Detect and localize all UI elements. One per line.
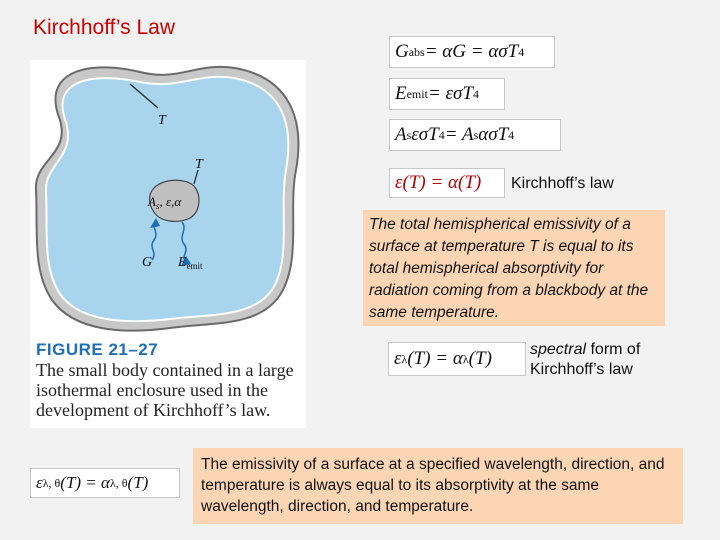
kirchhoff-law-label: Kirchhoff’s law [511, 175, 614, 192]
equation-kirchhoff: ε(T) = α(T) [389, 168, 505, 198]
equation-energy-balance: A s εσT 4 = A s ασT 4 [389, 119, 561, 151]
emitted-label: $E_{emit}$ [178, 255, 203, 271]
body-properties-label: $A_s$, ε,α [148, 194, 182, 211]
note-directional: The emissivity of a surface at a specified wavelength, direction, and temperature is always equal to its absorptivity at the same wavelength, direction, and temperature. [193, 448, 683, 524]
enclosure-diagram [30, 60, 306, 340]
spectral-form-label: spectral form of Kirchhoff’s law [530, 341, 641, 378]
note-hemispherical: The total hemispherical emissivity of a surface at temperature T is equal to its total hemispherical absorptivity for radiation coming from a blackbody at the same temperature. [363, 210, 665, 326]
equation-spectral: ε λ (T) = α λ (T) [388, 342, 526, 376]
enclosure-temp-label: T [158, 113, 166, 128]
slide-title: Kirchhoff’s Law [33, 16, 176, 39]
figure-number: FIGURE 21–27 [36, 340, 159, 359]
equation-emitted-radiation: E emit = εσT 4 [389, 78, 505, 110]
irradiation-label: G [142, 255, 153, 270]
figure-caption-text: The small body contained in a large isothermal enclosure used in the development of Kirchhoff’s law. [36, 360, 294, 420]
figure-caption [36, 340, 304, 420]
equation-absorbed-irradiation: G abs = αG = ασT 4 [389, 36, 555, 68]
body-temp-label: T [195, 157, 203, 172]
enclosure-figure [30, 60, 306, 428]
equation-directional-spectral: ε λ, θ (T) = α λ, θ (T) [30, 468, 180, 498]
